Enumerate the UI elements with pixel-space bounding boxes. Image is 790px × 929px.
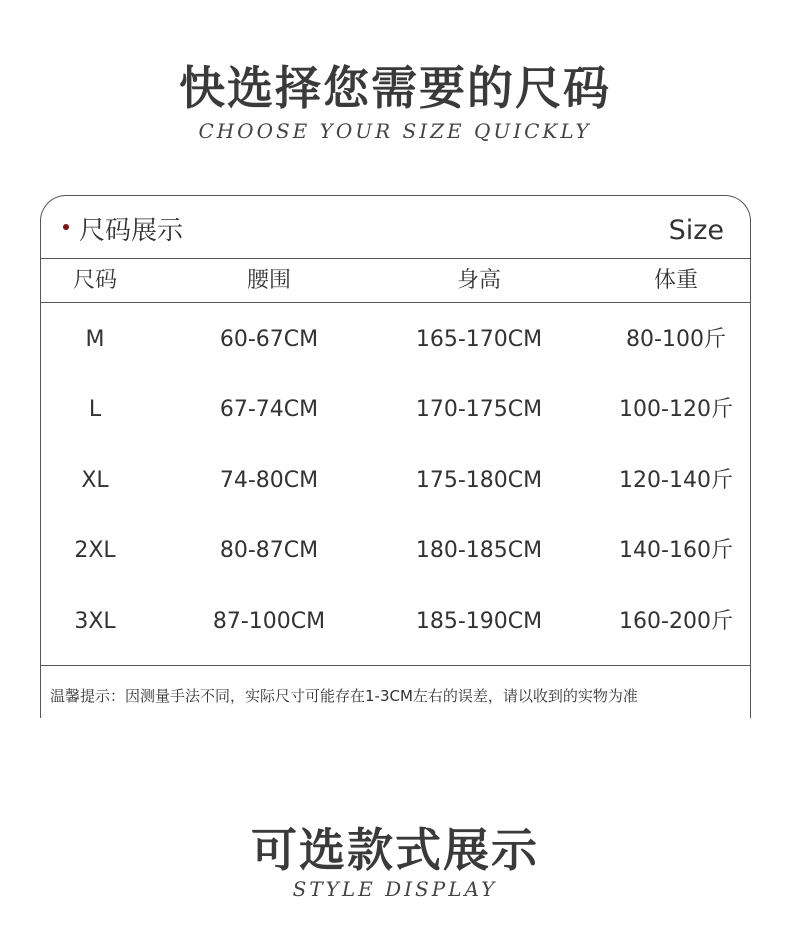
size-cell: 2XL xyxy=(74,538,116,563)
weight-cell: 80-100斤 xyxy=(626,327,726,352)
weight-cell: 100-120斤 xyxy=(619,397,733,422)
table-row xyxy=(41,516,750,586)
bullet-dot-icon xyxy=(63,224,69,230)
page-title: 快选择您需要的尺码 xyxy=(179,61,611,115)
size-cell: L xyxy=(88,397,102,422)
height-cell: 185-190CM xyxy=(415,609,543,634)
size-chart-title: 尺码展示 xyxy=(79,216,184,246)
column-header-weight: 体重 xyxy=(653,268,699,293)
weight-cell: 140-160斤 xyxy=(619,538,733,563)
column-header-size: 尺码 xyxy=(72,268,118,293)
page-subtitle: CHOOSE YOUR SIZE QUICKLY xyxy=(198,119,592,143)
height-cell: 175-180CM xyxy=(415,468,543,493)
measurement-note: 温馨提示：因测量手法不同，实际尺寸可能存在1-3CM左右的误差，请以收到的实物为准 xyxy=(50,687,638,705)
height-cell: 165-170CM xyxy=(415,327,543,352)
waist-cell: 87-100CM xyxy=(212,609,326,634)
waist-cell: 74-80CM xyxy=(219,468,319,493)
size-cell: 3XL xyxy=(74,609,116,634)
weight-cell: 120-140斤 xyxy=(619,468,733,493)
waist-cell: 60-67CM xyxy=(219,327,319,352)
size-cell: M xyxy=(85,327,105,352)
divider xyxy=(41,665,750,666)
table-body xyxy=(41,303,750,665)
table-row xyxy=(41,446,750,516)
table-row xyxy=(41,305,750,375)
weight-cell: 160-200斤 xyxy=(619,609,733,634)
column-header-height: 身高 xyxy=(456,268,502,293)
height-cell: 180-185CM xyxy=(415,538,543,563)
section-subtitle: STYLE DISPLAY xyxy=(292,877,498,901)
table-header-row xyxy=(41,259,750,302)
size-chart-card xyxy=(40,195,751,718)
size-chart-title-en: Size xyxy=(668,215,724,246)
section-title: 可选款式展示 xyxy=(251,823,539,877)
column-header-waist: 腰围 xyxy=(246,268,292,293)
size-cell: XL xyxy=(81,468,109,493)
waist-cell: 67-74CM xyxy=(219,397,319,422)
table-row xyxy=(41,375,750,445)
waist-cell: 80-87CM xyxy=(219,538,319,563)
height-cell: 170-175CM xyxy=(415,397,543,422)
table-row xyxy=(41,587,750,657)
